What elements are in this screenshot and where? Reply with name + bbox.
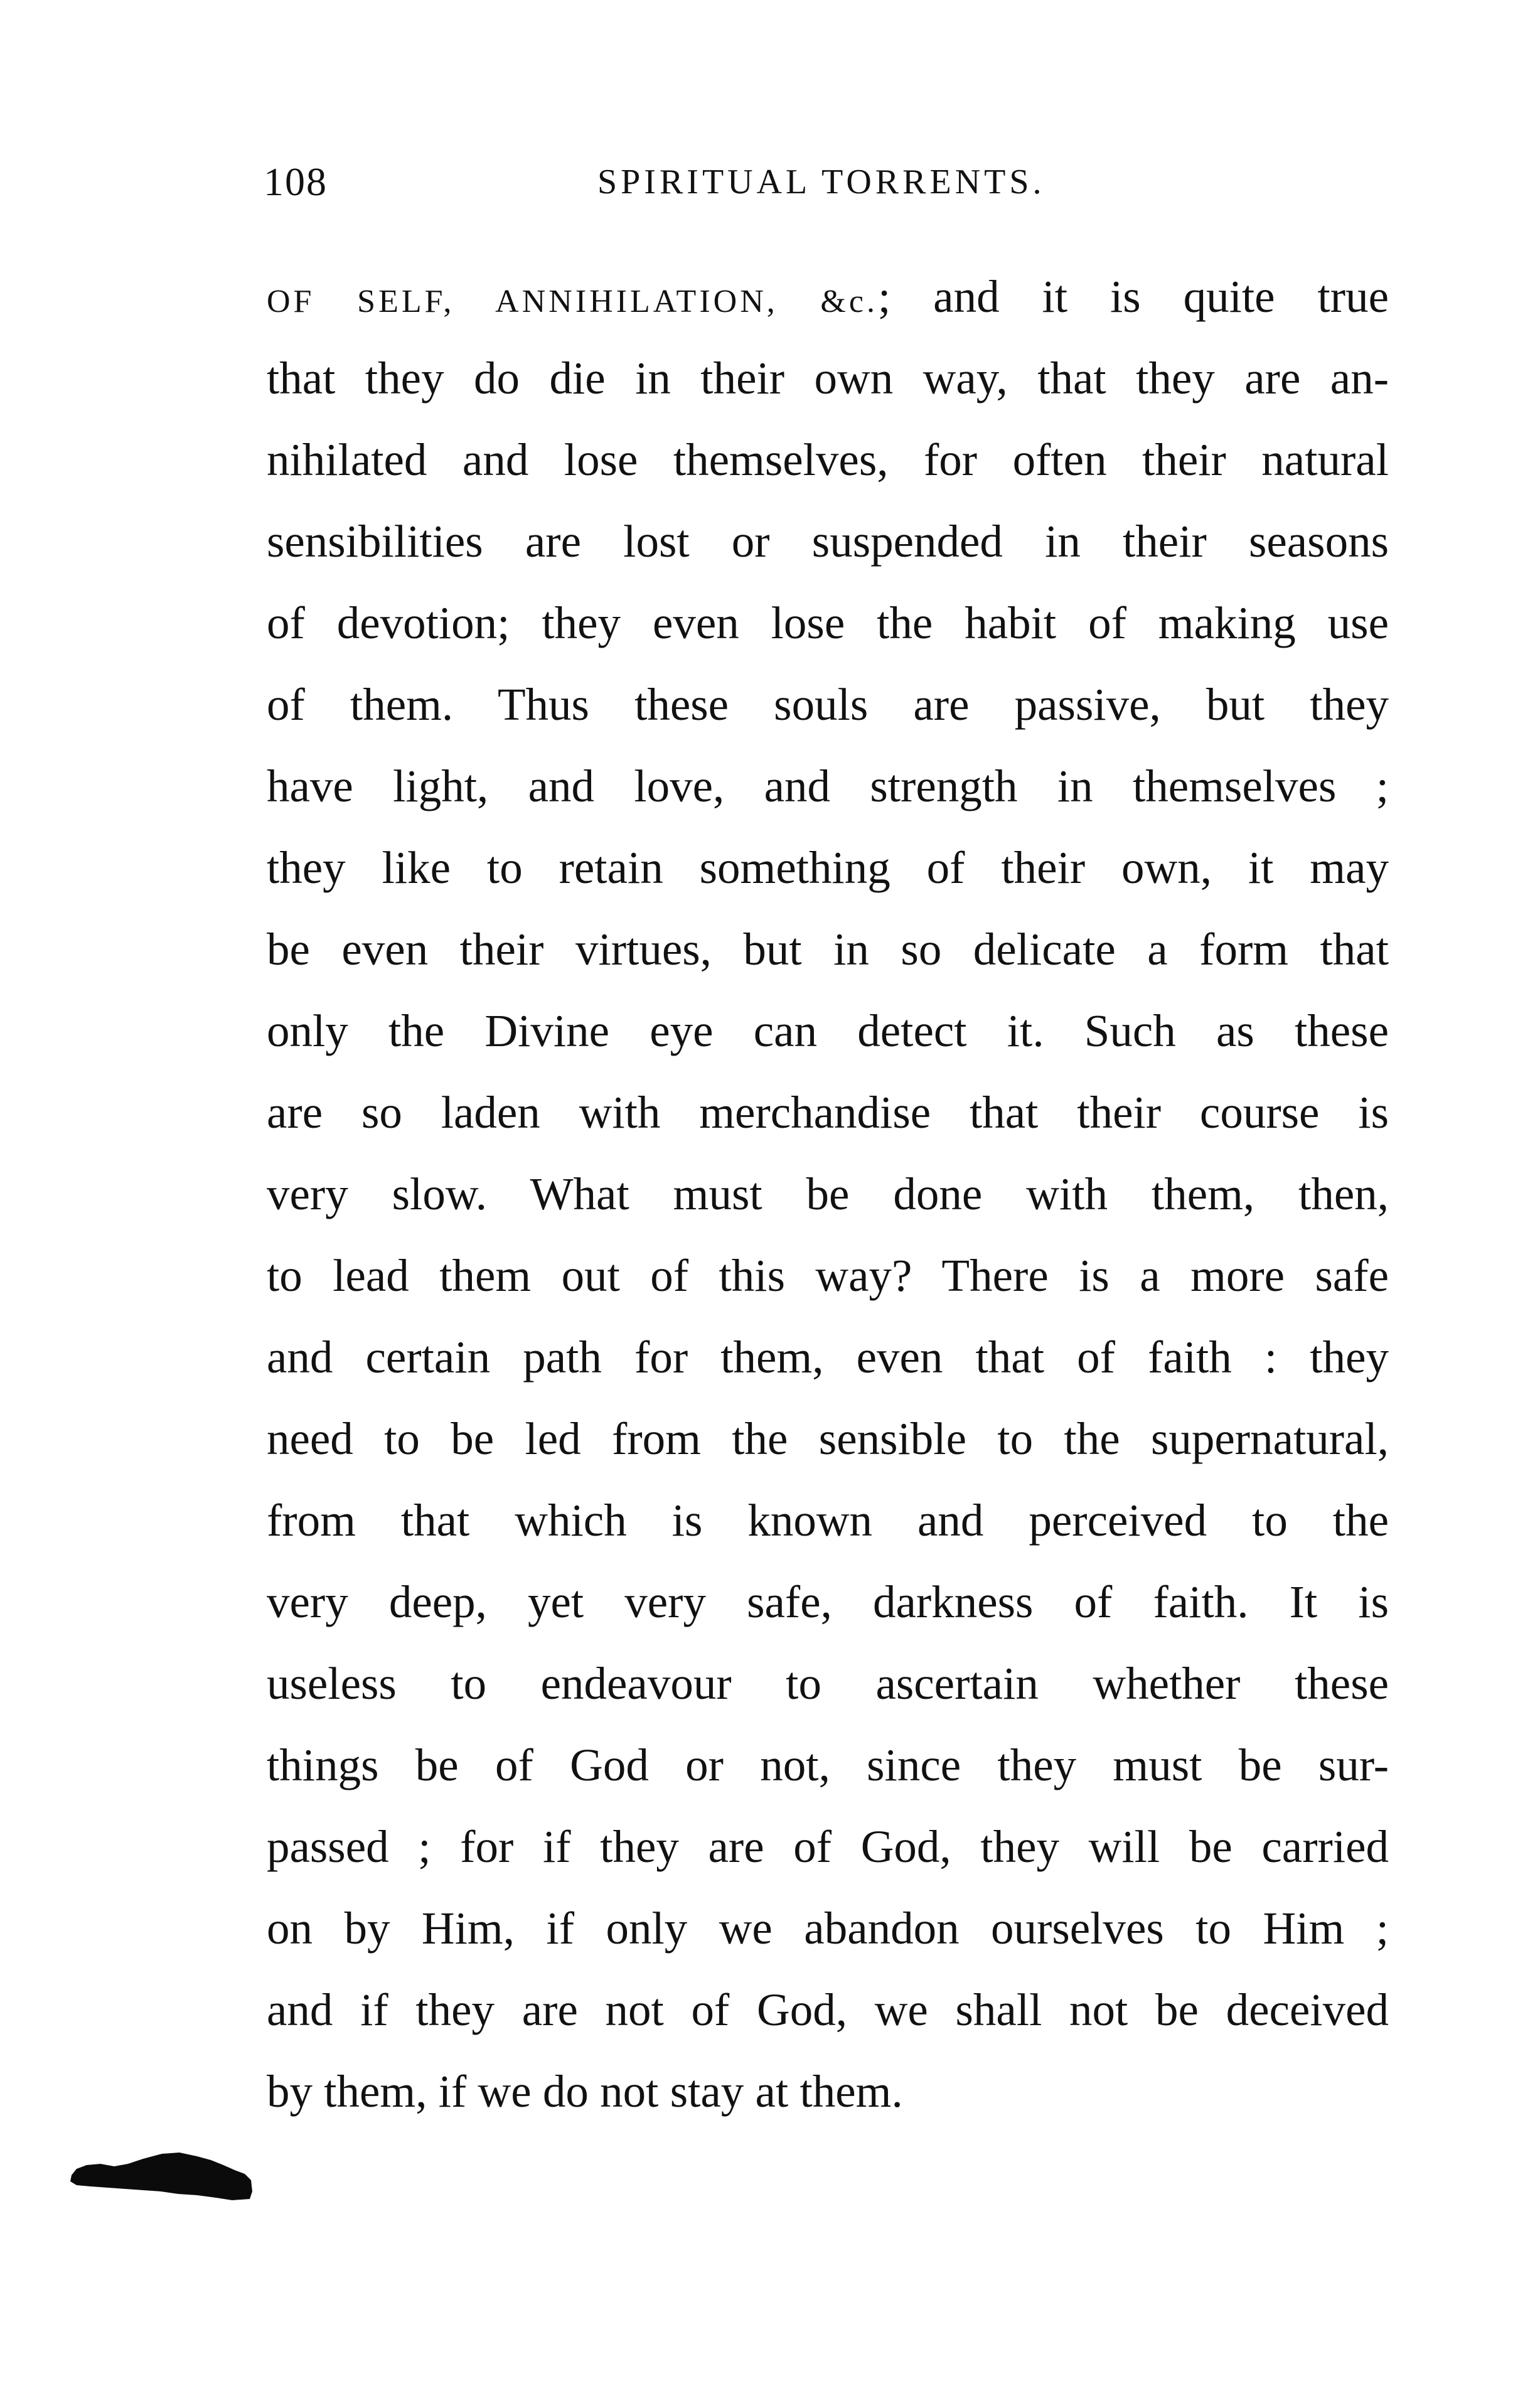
text-line-1-rest: ; and it is quite true bbox=[877, 271, 1389, 322]
running-title: SPIRITUAL TORRENTS. bbox=[597, 163, 1045, 201]
text-line: very deep, yet very safe, darkness of faith. It is bbox=[267, 1576, 1389, 1627]
text-line: and if they are not of God, we shall not be deceived bbox=[267, 1984, 1389, 2035]
text-line: have light, and love, and strength in themselves ; bbox=[267, 761, 1389, 811]
page-number: 108 bbox=[264, 159, 328, 204]
text-line: need to be led from the sensible to the supernatural, bbox=[267, 1413, 1389, 1464]
text-line: sensibilities are lost or suspended in their seasons bbox=[267, 516, 1389, 567]
text-line: be even their virtues, but in so delicate a form that bbox=[267, 924, 1389, 975]
text-line: passed ; for if they are of God, they will be carried bbox=[267, 1821, 1389, 1872]
text-line: from that which is known and perceived to the bbox=[267, 1495, 1389, 1546]
text-line: only the Divine eye can detect it. Such as these bbox=[267, 1005, 1389, 1056]
text-line: of them. Thus these souls are passive, but they bbox=[267, 679, 1389, 730]
text-line: on by Him, if only we abandon ourselves to Him ; bbox=[267, 1903, 1389, 1954]
text-line: nihilated and lose themselves, for often their natural bbox=[267, 434, 1389, 485]
text-line: that they do die in their own way, that they are an- bbox=[267, 353, 1389, 404]
body-text bbox=[267, 256, 1389, 2132]
ink-smudge bbox=[68, 2148, 256, 2200]
text-line: to lead them out of this way? There is a more safe bbox=[267, 1250, 1389, 1301]
running-head bbox=[264, 154, 1393, 210]
text-line: and certain path for them, even that of faith : they bbox=[267, 1332, 1389, 1383]
text-line: of devotion; they even lose the habit of making use bbox=[267, 597, 1389, 648]
smallcaps-lead: OF SELF, ANNIHILATION, &c. bbox=[267, 284, 878, 319]
text-line: are so laden with merchandise that their course is bbox=[267, 1087, 1389, 1138]
text-line: very slow. What must be done with them, then, bbox=[267, 1169, 1389, 1219]
text-line-last: by them, if we do not stay at them. bbox=[267, 2066, 903, 2117]
text-line: things be of God or not, since they must be sur- bbox=[267, 1740, 1389, 1790]
text-line: useless to endeavour to ascertain whether these bbox=[267, 1658, 1389, 1709]
text-line-1 bbox=[267, 256, 1389, 338]
text-line: they like to retain something of their own, it may bbox=[267, 842, 1389, 893]
